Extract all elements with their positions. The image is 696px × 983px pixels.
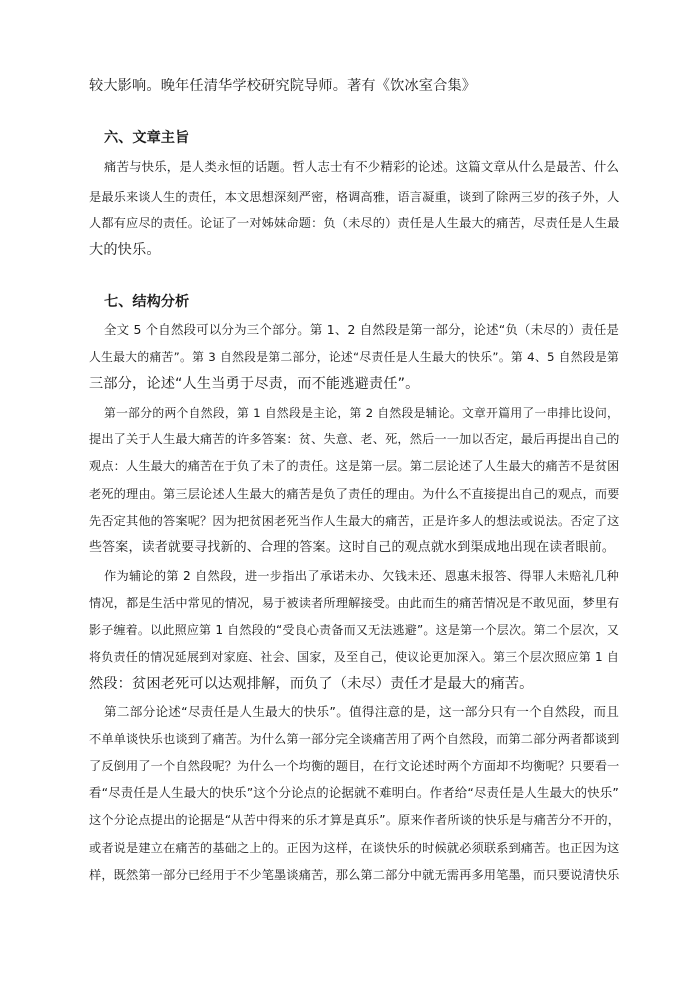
section-6-line: 大的快乐。 (89, 242, 161, 258)
section-7-para2-line: 观点：人生最大的痛苦在于负了未了的责任。这是第一层。第二层论述了人生最大的痛苦不是贫困 (89, 459, 620, 473)
section-7-para4-line: 第二部分论述“尽责任是人生最大的快乐”。值得注意的是，这一部分只有一个自然段，而且 (104, 704, 619, 719)
section-7-para2-line: 第一部分的两个自然段，第 1 自然段是主论，第 2 自然段是辅论。文章开篇用了一串排比设问， (104, 406, 619, 420)
section-7-para3-line: 将负责任的情况延展到对家庭、社会、国家，及至自己，使议论更加深入。第三个层次照应第 1 自 (89, 650, 619, 664)
section-7-heading: 七、结构分析 (104, 294, 190, 310)
section-7-para4-line: 或者说是建立在痛苦的基础之上的。正因为这样，在谈快乐的时候就必须联系到痛苦。也正因为这 (89, 841, 620, 855)
section-7-para3-line: 然段：贫困老死可以达观排解，而负了（未尽）责任才是最大的痛苦。 (89, 676, 534, 692)
section-7-para4-line: 了反倒用了一个自然段呢？为什么一个均衡的题目，在行文论述时两个方面却不均衡呢？只要看一 (89, 759, 620, 773)
section-7-para2-line: 些答案，读者就要寻找新的、合理的答案。这时自己的观点就水到渠成地出现在读者眼前。 (89, 540, 616, 555)
section-7-para4-line: 不单单谈快乐也谈到了痛苦。为什么第一部分完全谈痛苦用了两个自然段，而第二部分两者都谈到 (89, 732, 620, 746)
section-7-para4-line: 样，既然第一部分已经用于不少笔墨谈痛苦，那么第二部分中就无需再多用笔墨，而只要说清快乐 (89, 868, 620, 882)
section-7-para1-line: 全文 5 个自然段可以分为三个部分。第 1、2 自然段是第一部分，论述“负（未尽的）责任是 (104, 322, 619, 337)
section-7-para2-line: 先否定其他的答案呢？因为把贫困老死当作人生最大的痛苦，正是许多人的想法或说法。否定了这 (89, 514, 620, 528)
section-7-para2-line: 提出了关于人生最大痛苦的许多答案：贫、失意、老、死，然后一一加以否定，最后再提出自己的 (89, 432, 620, 446)
section-7-para2-line: 老死的理由。第三层论述人生最大的痛苦是负了责任的理由。为什么不直接提出自己的观点，而要 (89, 487, 620, 501)
intro-tail-line: 较大影响。晚年任清华学校研究院导师。著有《饮冰室合集》 (89, 78, 477, 94)
section-6-heading: 六、文章主旨 (104, 130, 190, 146)
section-7-para3-line: 影子缠着。以此照应第 1 自然段的“受良心责备而又无法逃避”。这是第一个层次。第二个层次，又 (89, 623, 619, 637)
section-7-para4-line: 看“尽责任是人生最大的快乐”这个分论点的论据就不难明白。作者给“尽责任是人生最大的快乐” (89, 785, 619, 800)
section-6-line: 痛苦与快乐，是人类永恒的话题。哲人志士有不少精彩的论述。这篇文章从什么是最苦、什么 (104, 159, 619, 174)
section-7-para3-line: 情况，都是生活中常见的情况，易于被读者所理解接受。由此而生的痛苦情况是不敢见面，梦里有 (89, 596, 620, 610)
section-6-line: 人都有应尽的责任。论证了一对姊妹命题：负（未尽的）责任是人生最大的痛苦，尽责任是人生最 (89, 216, 620, 230)
section-6-line: 是最乐来谈人生的责任，本文思想深刻严密，格调高雅，语言凝重，谈到了除两三岁的孩子外，人 (89, 190, 620, 204)
section-7-para4-line: 这个分论点提出的论据是“从苦中得来的乐才算是真乐”。原来作者所谈的快乐是与痛苦分不开的， (89, 813, 621, 827)
section-7-para1-line: 人生最大的痛苦”。第 3 自然段是第二部分，论述“尽责任是人生最大的快乐”。第 4、5 自然段是第 (89, 350, 619, 364)
section-7-para1-line: 三部分，论述“人生当勇于尽责，而不能逃避责任”。 (89, 376, 420, 392)
section-7-para3-line: 作为辅论的第 2 自然段，进一步指出了承诺未办、欠钱未还、恩惠未报答、得罪人未赔礼几种 (104, 569, 619, 583)
